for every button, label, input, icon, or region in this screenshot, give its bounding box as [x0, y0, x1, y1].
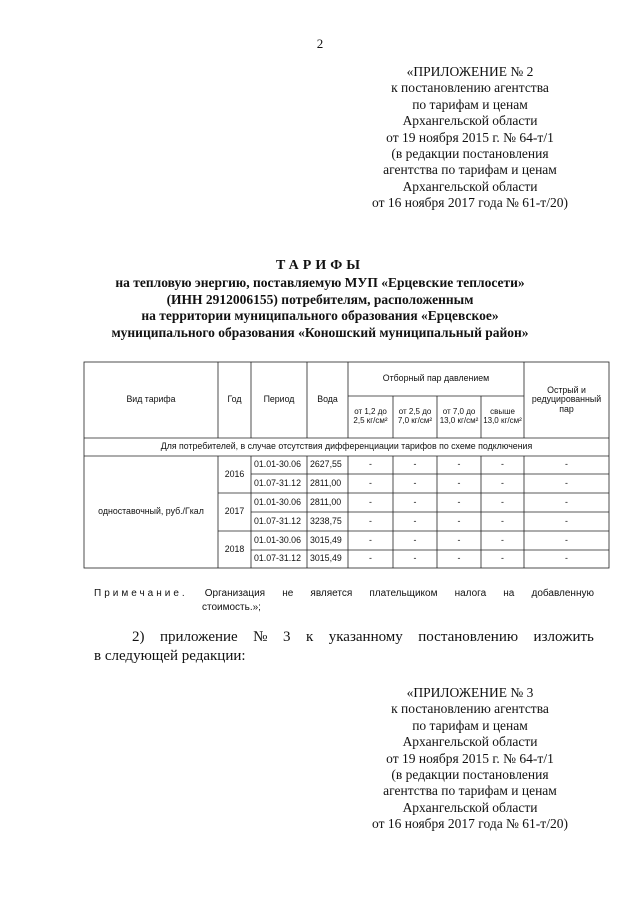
steam-cell: - [457, 553, 461, 564]
annex-line: по тарифам и ценам [412, 717, 528, 733]
note-word: налога [454, 588, 487, 599]
header-tariff-type: Вид тарифа [126, 394, 176, 405]
steam-cell: - [413, 459, 417, 470]
annex-line: Архангельской области [402, 113, 538, 129]
steam-cell: - [501, 477, 504, 488]
steam-cell: - [457, 534, 461, 545]
header-steam-4: свыше 13,0 кг/см² [483, 407, 522, 425]
period-cell: 01.01-30.06 [254, 496, 301, 507]
section-label: Для потребителей, в случае отсутствия дифференциации тарифов по схеме подключения [160, 441, 533, 452]
steam-cell: - [457, 459, 461, 470]
year-cell: 2017 [224, 506, 245, 517]
note-word: добавленную [531, 588, 594, 599]
title-line: муниципального образования «Коношский муниципальный район» [111, 324, 529, 340]
note-word: Организация [204, 588, 266, 599]
water-cell: 2811,00 [310, 496, 342, 507]
annex-line: к постановлению агентства [391, 701, 549, 717]
note-word: на [503, 588, 515, 599]
steam-cell: - [457, 477, 461, 488]
sharp-cell: - [565, 459, 568, 470]
annex-line: от 19 ноября 2015 г. № 64-т/1 [386, 750, 554, 766]
sharp-cell: - [565, 553, 568, 564]
note-label: Примечание. [94, 588, 188, 599]
steam-cell: - [413, 515, 417, 526]
period-cell: 01.01-30.06 [254, 534, 301, 545]
note-word: плательщиком [369, 588, 438, 599]
steam-cell: - [413, 496, 417, 507]
table-note [94, 587, 594, 615]
annex-line: к постановлению агентства [391, 80, 549, 96]
header-sharp-steam: Острый и редуцированный пар [531, 384, 602, 414]
header-year: Год [227, 394, 242, 405]
amendment-paragraph [94, 628, 594, 666]
para-word: № [253, 629, 268, 645]
steam-cell: - [369, 459, 372, 470]
para-word: изложить [533, 629, 594, 645]
note-word: не [282, 588, 294, 599]
steam-cell: - [369, 477, 372, 488]
steam-cell: - [501, 534, 504, 545]
sharp-cell: - [565, 515, 568, 526]
title-main: ТАРИФЫ [276, 258, 364, 273]
water-cell: 3015,49 [310, 534, 342, 545]
period-cell: 01.07-31.12 [254, 515, 301, 526]
header-steam-3: от 7,0 до 13,0 кг/см² [439, 407, 479, 425]
water-cell: 3238,75 [310, 515, 342, 526]
steam-cell: - [369, 515, 372, 526]
annex-line: «ПРИЛОЖЕНИЕ № 3 [406, 685, 534, 700]
steam-cell: - [369, 553, 372, 564]
annex-line: от 19 ноября 2015 г. № 64-т/1 [386, 129, 554, 145]
steam-cell: - [369, 534, 372, 545]
annex-line: по тарифам и ценам [412, 96, 528, 112]
steam-cell: - [457, 515, 461, 526]
steam-cell: - [413, 553, 417, 564]
period-cell: 01.07-31.12 [254, 553, 301, 564]
annex-line: Архангельской области [402, 799, 538, 815]
para-word: 3 [282, 629, 291, 645]
sharp-cell: - [565, 477, 568, 488]
water-cell: 2811,00 [310, 477, 342, 488]
annex-line: «ПРИЛОЖЕНИЕ № 2 [406, 64, 534, 79]
period-cell: 01.07-31.12 [254, 477, 301, 488]
steam-cell: - [369, 496, 372, 507]
steam-cell: - [457, 496, 461, 507]
annex-line: от 16 ноября 2017 года № 61-т/20) [372, 816, 568, 832]
note-line-2: стоимость.»; [202, 602, 261, 613]
annex-line: Архангельской области [402, 734, 538, 750]
title-line: на тепловую энергию, поставляемую МУП «Ерцевские теплосети» [115, 275, 525, 291]
period-cell: 01.01-30.06 [254, 459, 301, 470]
para-word: указанному [328, 629, 403, 645]
year-cell: 2016 [224, 468, 245, 479]
para-word: постановлению [418, 629, 519, 645]
steam-cell: - [501, 553, 504, 564]
header-water: Вода [317, 394, 338, 405]
header-steam-2: от 2,5 до 7,0 кг/см² [397, 407, 433, 425]
annex-line: агентства по тарифам и ценам [383, 783, 557, 799]
steam-cell: - [501, 515, 504, 526]
para-word: приложение [159, 629, 238, 645]
annex-line: агентства по тарифам и ценам [383, 162, 557, 178]
header-steam-1: от 1,2 до 2,5 кг/см² [353, 407, 388, 425]
page-number: 2 [316, 36, 324, 51]
tariff-name: одноставочный, руб./Гкал [98, 506, 204, 517]
steam-cell: - [413, 477, 417, 488]
para-line-2: в следующей редакции: [94, 648, 246, 664]
annex-line: от 16 ноября 2017 года № 61-т/20) [372, 195, 568, 211]
annex-3-header [360, 685, 580, 833]
para-word: к [305, 629, 314, 645]
sharp-cell: - [565, 496, 568, 507]
annex-line: (в редакции постановления [391, 767, 549, 783]
annex-line: (в редакции постановления [391, 146, 549, 162]
note-word: является [310, 588, 353, 599]
header-steam-group: Отборный пар давлением [382, 373, 490, 384]
water-cell: 3015,49 [310, 553, 342, 564]
header-period: Период [263, 394, 295, 405]
sharp-cell: - [565, 534, 568, 545]
steam-cell: - [501, 496, 504, 507]
water-cell: 2627,55 [310, 459, 342, 470]
title-line: (ИНН 2912006155) потребителям, расположенным [166, 291, 474, 307]
annex-line: Архангельской области [402, 178, 538, 194]
year-cell: 2018 [224, 543, 245, 554]
steam-cell: - [501, 459, 504, 470]
steam-cell: - [413, 534, 417, 545]
para-word: 2) [132, 629, 145, 645]
title-line: на территории муниципального образования «Ерцевское» [141, 308, 499, 324]
